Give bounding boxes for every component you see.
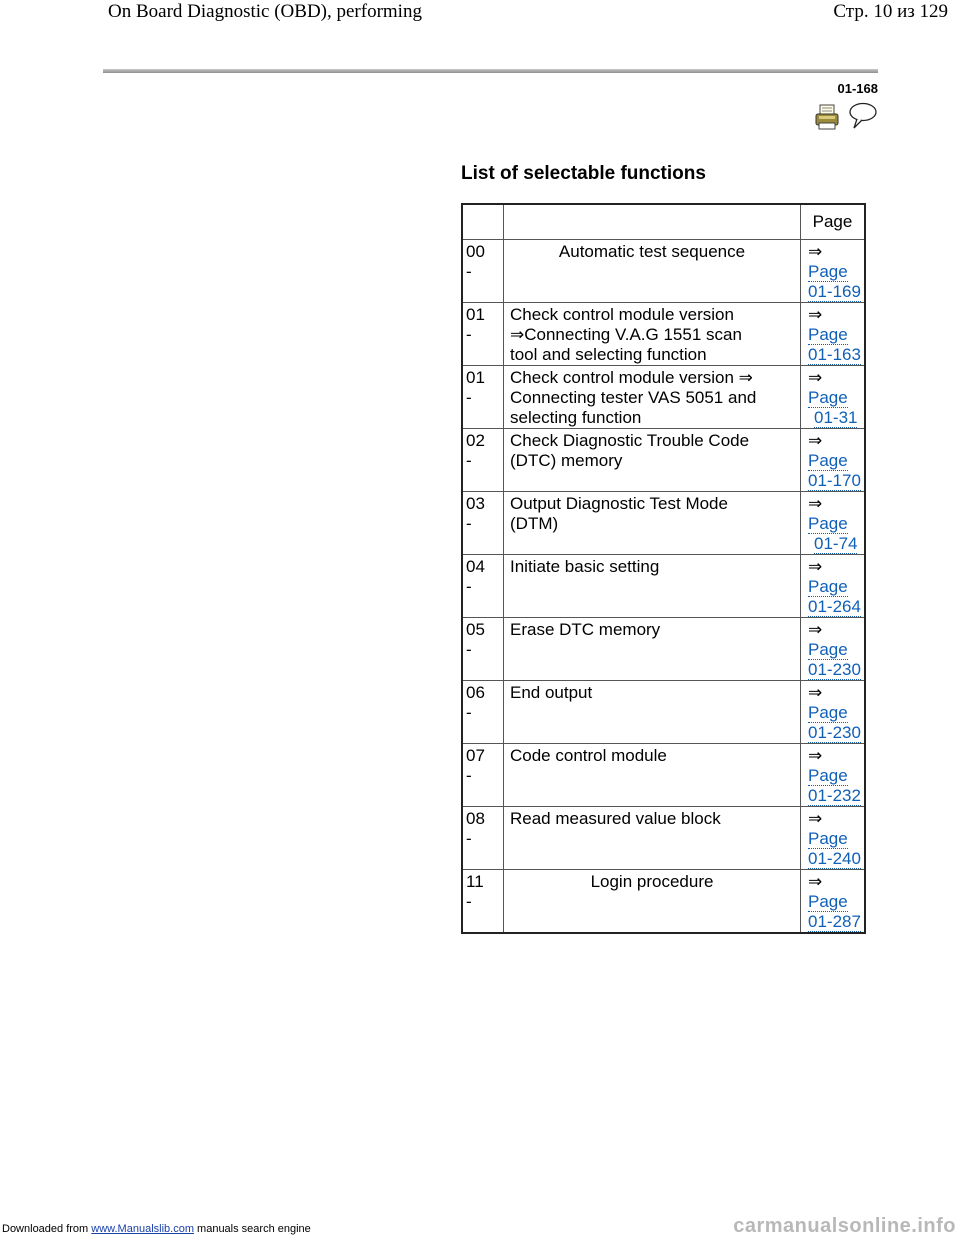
function-description (504, 302, 801, 365)
function-code (462, 491, 504, 554)
function-code-number: 07 (466, 745, 485, 765)
function-code-number: 05 (466, 619, 485, 639)
function-description (504, 491, 801, 554)
page-link-number[interactable]: 01-74 (814, 533, 858, 553)
function-description-line: Erase DTC memory (510, 619, 661, 639)
download-credit-suffix: manuals search engine (193, 1223, 311, 1235)
table-header-row (462, 204, 865, 239)
function-description-line: Check Diagnostic Trouble Code (510, 430, 750, 450)
download-credit (2, 1223, 311, 1235)
arrow-right-icon: ⇒ (808, 241, 823, 261)
function-description-line: Read measured value block (510, 808, 721, 828)
function-code (462, 806, 504, 869)
page-link-number[interactable]: 01-264 (808, 596, 861, 616)
table-row (462, 365, 865, 428)
arrow-right-icon: ⇒ (808, 493, 823, 513)
page-link-word[interactable]: Page (808, 702, 848, 722)
function-description-line: ⇒Connecting V.A.G 1551 scan (510, 324, 742, 344)
function-description (504, 617, 801, 680)
function-code (462, 302, 504, 365)
arrow-right-icon: ⇒ (808, 304, 823, 324)
function-code-dash: - (466, 702, 472, 722)
function-description (504, 554, 801, 617)
page-link-word[interactable]: Page (808, 261, 848, 281)
function-code (462, 743, 504, 806)
arrow-right-icon: ⇒ (808, 682, 823, 702)
arrow-right-icon: ⇒ (808, 367, 823, 387)
function-description-line: tool and selecting function (510, 344, 707, 364)
page-link-word[interactable]: Page (808, 891, 848, 911)
page-link-word[interactable]: Page (808, 828, 848, 848)
function-description-line: Code control module (510, 745, 667, 765)
page-link-word[interactable]: Page (808, 450, 848, 470)
header-divider (103, 69, 878, 73)
section-heading: List of selectable functions (461, 163, 706, 184)
function-description (504, 239, 801, 302)
function-code-number: 01 (466, 367, 485, 387)
page-reference (801, 680, 866, 743)
arrow-right-icon: ⇒ (808, 745, 823, 765)
header-cell-function (504, 204, 801, 239)
arrow-right-icon: ⇒ (808, 871, 823, 891)
function-code-number: 00 (466, 241, 485, 261)
function-description (504, 428, 801, 491)
manualslib-link[interactable]: www.Manualslib.com (91, 1223, 194, 1235)
table-row (462, 806, 865, 869)
arrow-right-icon: ⇒ (808, 808, 823, 828)
page-link-word[interactable]: Page (808, 639, 848, 659)
functions-table (461, 203, 866, 934)
page-reference (801, 617, 866, 680)
function-description (504, 743, 801, 806)
page-reference (801, 806, 866, 869)
function-code (462, 617, 504, 680)
function-code-dash: - (466, 639, 472, 659)
function-description-line: Initiate basic setting (510, 556, 660, 576)
function-code-number: 01 (466, 304, 485, 324)
page-link-word[interactable]: Page (808, 765, 848, 785)
function-description-line: End output (510, 682, 593, 702)
header-cell-page: Page (801, 204, 866, 239)
table-row (462, 302, 865, 365)
table-row (462, 554, 865, 617)
function-code-dash: - (466, 765, 472, 785)
function-description-line: (DTC) memory (510, 450, 623, 470)
table-row (462, 239, 865, 302)
function-code (462, 239, 504, 302)
table-row (462, 617, 865, 680)
function-description-line: Check control module version ⇒ (510, 367, 753, 387)
printer-icon[interactable] (815, 104, 839, 130)
page-reference (801, 365, 866, 428)
function-code-number: 11 (466, 871, 484, 891)
table-row (462, 680, 865, 743)
function-description (504, 680, 801, 743)
function-code (462, 869, 504, 933)
speech-bubble-icon[interactable] (848, 102, 878, 130)
function-code-dash: - (466, 828, 472, 848)
page-reference (801, 491, 866, 554)
page-link-number[interactable]: 01-31 (814, 407, 858, 427)
page-counter: Стр. 10 из 129 (833, 1, 948, 22)
page-reference (801, 869, 866, 933)
function-description (504, 365, 801, 428)
download-credit-prefix: Downloaded from (2, 1223, 92, 1235)
function-description-line: Login procedure (590, 871, 714, 891)
function-code-number: 02 (466, 430, 485, 450)
function-code-dash: - (466, 576, 472, 596)
page-link-number[interactable]: 01-232 (808, 785, 861, 805)
arrow-right-icon: ⇒ (808, 619, 823, 639)
function-code-dash: - (466, 324, 472, 344)
page-code: 01-168 (837, 81, 878, 96)
arrow-right-icon: ⇒ (808, 430, 823, 450)
header-cell-code (462, 204, 504, 239)
page-reference (801, 428, 866, 491)
page-link-word[interactable]: Page (808, 387, 848, 407)
document-title: On Board Diagnostic (OBD), performing (108, 1, 422, 22)
page-link-number[interactable]: 01-230 (808, 722, 861, 742)
page-link-word[interactable]: Page (808, 513, 848, 533)
function-description-line: Output Diagnostic Test Mode (510, 493, 728, 513)
function-code-dash: - (466, 450, 472, 470)
page-link-word[interactable]: Page (808, 324, 848, 344)
function-code-number: 04 (466, 556, 485, 576)
page-link-number[interactable]: 01-287 (808, 911, 861, 931)
function-description-line: Automatic test sequence (558, 241, 746, 261)
function-code-dash: - (466, 513, 472, 533)
function-code (462, 680, 504, 743)
page-link-number[interactable]: 01-163 (808, 344, 861, 364)
function-code-dash: - (466, 261, 472, 281)
function-code (462, 554, 504, 617)
page-link-word[interactable]: Page (808, 576, 848, 596)
function-description-line: Connecting tester VAS 5051 and (510, 387, 757, 407)
page-link-number[interactable]: 01-170 (808, 470, 861, 490)
page-link-number[interactable]: 01-240 (808, 848, 861, 868)
function-description (504, 869, 801, 933)
function-code (462, 428, 504, 491)
function-code-number: 03 (466, 493, 485, 513)
function-code-number: 06 (466, 682, 485, 702)
page-reference (801, 239, 866, 302)
function-description-line: Check control module version (510, 304, 734, 324)
function-code-dash: - (466, 387, 472, 407)
page-reference (801, 743, 866, 806)
page-link-number[interactable]: 01-169 (808, 281, 861, 301)
page-reference (801, 302, 866, 365)
page-reference (801, 554, 866, 617)
table-row (462, 428, 865, 491)
function-code-number: 08 (466, 808, 485, 828)
function-code-dash: - (466, 891, 472, 911)
function-code (462, 365, 504, 428)
table-row (462, 491, 865, 554)
page-link-number[interactable]: 01-230 (808, 659, 861, 679)
arrow-right-icon: ⇒ (808, 556, 823, 576)
table-row (462, 869, 865, 933)
table-row (462, 743, 865, 806)
function-description-line: (DTM) (510, 513, 559, 533)
function-description-line: selecting function (510, 407, 642, 427)
watermark: carmanualsonline.info (733, 1215, 956, 1237)
function-description (504, 806, 801, 869)
